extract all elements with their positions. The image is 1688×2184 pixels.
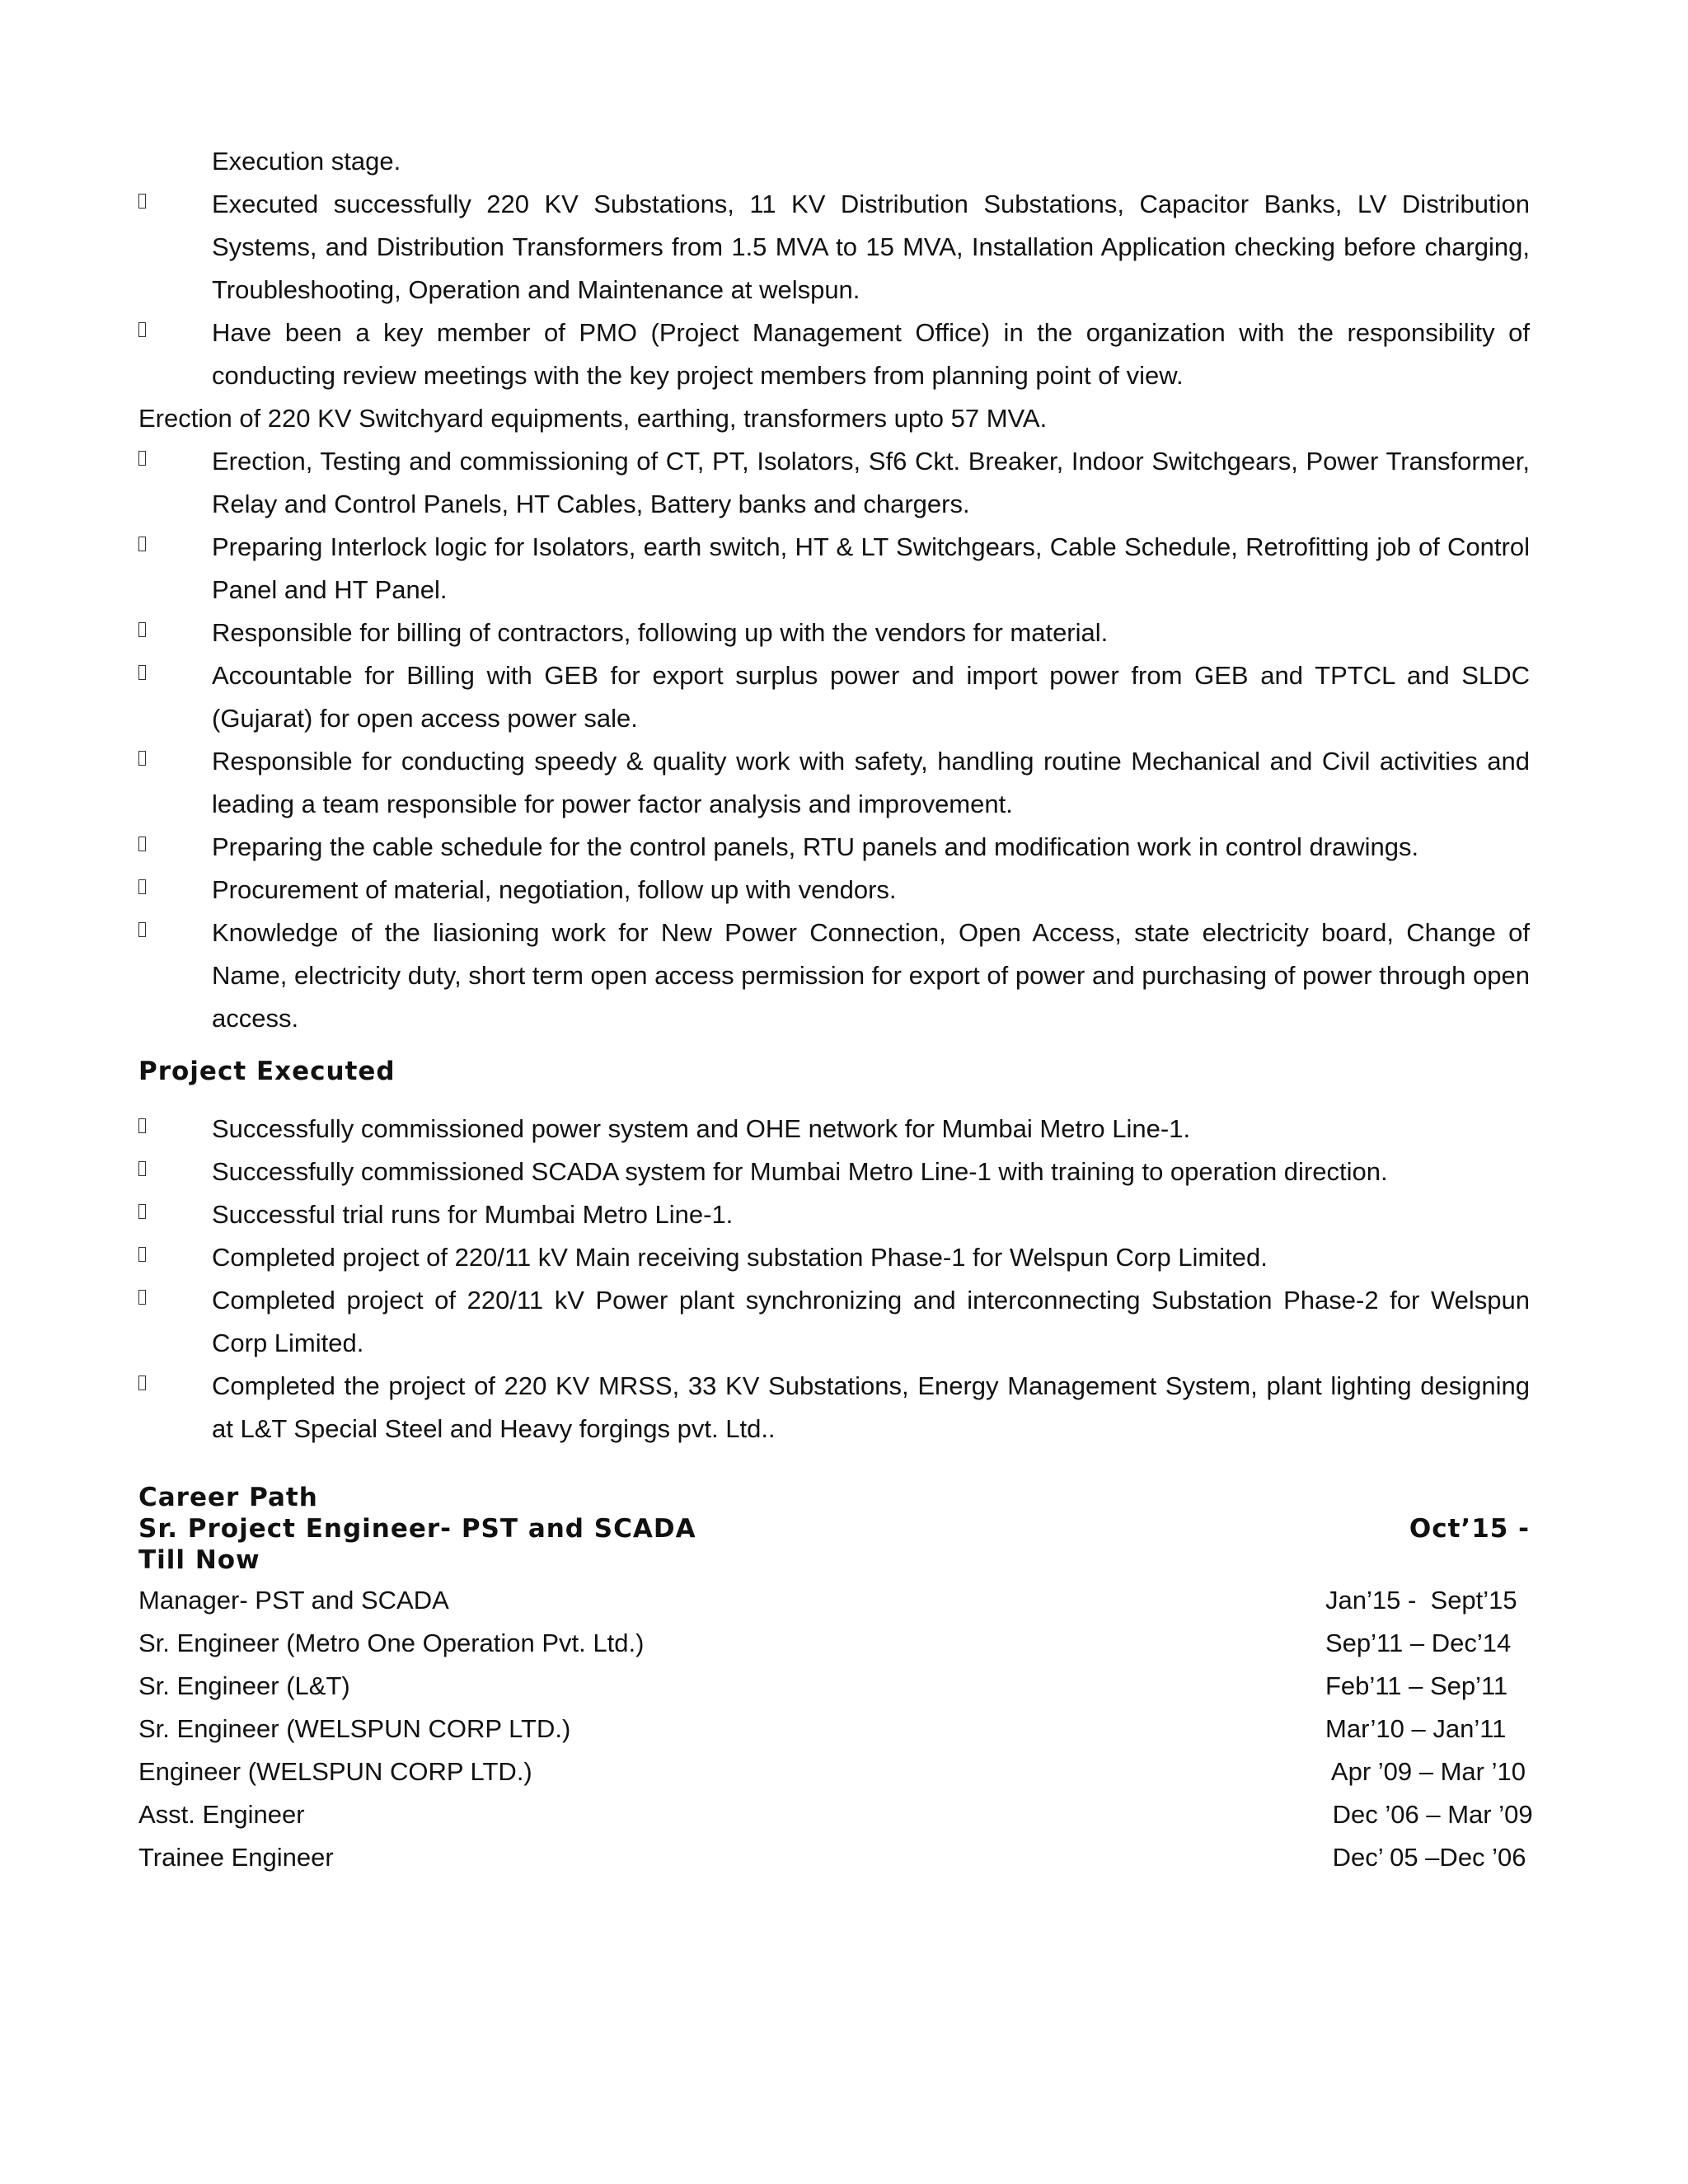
- list-item-text: Completed the project of 220 KV MRSS, 33 KV Substations, Energy Management System, plant lighting designing at L&T Special Steel and Heavy forgings pvt. Ltd..: [212, 1371, 1530, 1443]
- bullet-icon: [138, 837, 146, 851]
- bullet-icon: [138, 194, 146, 209]
- bullet-icon: [138, 665, 146, 680]
- bullet-icon: [138, 1161, 146, 1176]
- list-item: [138, 826, 1530, 869]
- list-item-text: Accountable for Billing with GEB for export surplus power and import power from GEB and TPTCL and SLDC (Gujarat) for open access power sale.: [212, 661, 1530, 733]
- career-path-heading: Career Path: [138, 1483, 318, 1512]
- list-item: [138, 526, 1530, 612]
- list-item: [138, 312, 1530, 397]
- list-item: [138, 1365, 1530, 1451]
- career-role-dates: Feb’11 – Sep’11: [1325, 1671, 1508, 1700]
- career-role-dates: Dec ’06 – Mar ’09: [1325, 1800, 1533, 1829]
- career-role-dates: Apr ’09 – Mar ’10: [1325, 1757, 1526, 1786]
- list-item: [138, 654, 1530, 740]
- list-item-text: Preparing the cable schedule for the control panels, RTU panels and modification work in control drawings.: [212, 832, 1419, 861]
- list-item: [138, 912, 1530, 1040]
- career-role-dates: Sep’11 – Dec’14: [1325, 1629, 1512, 1657]
- career-row: [138, 1579, 1530, 1622]
- list-item: [138, 183, 1530, 312]
- list-item-text: Successfully commissioned SCADA system for Mumbai Metro Line-1 with training to operation direction.: [212, 1157, 1388, 1186]
- career-role-title: Asst. Engineer: [138, 1800, 305, 1829]
- list-item: [138, 1108, 1530, 1151]
- list-item-text: Erection, Testing and commissioning of CT, PT, Isolators, Sf6 Ckt. Breaker, Indoor Switchgears, Power Transformer, Relay and Control Panels, HT Cables, Battery banks and chargers.: [212, 447, 1530, 518]
- career-row: [138, 1750, 1530, 1793]
- list-item: [138, 612, 1530, 654]
- career-row: [138, 1836, 1530, 1879]
- list-item: [138, 869, 1530, 912]
- career-role-title: Sr. Engineer (WELSPUN CORP LTD.): [138, 1714, 571, 1743]
- list-item-text: Completed project of 220/11 kV Power plant synchronizing and interconnecting Substation Phase-2 for Welspun Corp Limited.: [212, 1286, 1530, 1357]
- current-role-row: [138, 1513, 1530, 1544]
- bullet-icon: [138, 1376, 146, 1390]
- career-path-section: [138, 1482, 1533, 1879]
- list-item-text: Knowledge of the liasioning work for New Power Connection, Open Access, state electricity board, Change of Name, electricity duty, short term open access permission for export of power and purchasing of power through open access.: [212, 918, 1530, 1033]
- bullet-icon: [138, 537, 146, 551]
- bullet-icon: [138, 1204, 146, 1219]
- list-item-text: Responsible for conducting speedy & quality work with safety, handling routine Mechanical and Civil activities and leading a team responsible for power factor analysis and improvement.: [212, 747, 1530, 818]
- responsibility-list-a: [138, 183, 1530, 397]
- career-row: [138, 1793, 1533, 1836]
- list-item-text: Successful trial runs for Mumbai Metro Line-1.: [212, 1200, 734, 1229]
- career-row: [138, 1708, 1530, 1750]
- career-role-dates: Mar’10 – Jan’11: [1325, 1714, 1507, 1743]
- career-row: [138, 1622, 1530, 1665]
- list-item-text: Executed successfully 220 KV Substations, 11 KV Distribution Substations, Capacitor Banks, LV Distribution Systems, and Distribution Transformers from 1.5 MVA to 15 MVA, Installation Application checking before charging, Troubleshooting, Operation and Maintenance at welspun.: [212, 190, 1530, 304]
- list-item-text: Have been a key member of PMO (Project Management Office) in the organization with the responsibility of conducting review meetings with the key project members from planning point of view.: [212, 318, 1530, 390]
- bullet-icon: [138, 922, 146, 937]
- bullet-icon: [138, 1290, 146, 1305]
- career-role-title: Sr. Engineer (L&T): [138, 1671, 350, 1700]
- list-item-text: Preparing Interlock logic for Isolators, earth switch, HT & LT Switchgears, Cable Schedule, Retrofitting job of Control Panel and HT Panel.: [212, 532, 1530, 604]
- continuation-line: Execution stage.: [212, 147, 401, 176]
- resume-page: [138, 140, 1533, 1879]
- career-role-title: Sr. Engineer (Metro One Operation Pvt. Ltd.): [138, 1629, 645, 1657]
- bullet-icon: [138, 1247, 146, 1262]
- list-item: [138, 740, 1530, 826]
- career-history-list: [138, 1579, 1533, 1879]
- bullet-icon: [138, 879, 146, 894]
- list-item-text: Responsible for billing of contractors, following up with the vendors for material.: [212, 618, 1109, 647]
- list-item: [138, 1236, 1530, 1279]
- career-role-title: Engineer (WELSPUN CORP LTD.): [138, 1757, 532, 1786]
- career-row: [138, 1665, 1530, 1708]
- responsibility-list-b: [138, 440, 1530, 1040]
- bullet-icon: [138, 1118, 146, 1133]
- bullet-icon: [138, 751, 146, 766]
- current-role-date-start: Oct’15 -: [1409, 1514, 1530, 1544]
- project-list: [138, 1108, 1530, 1451]
- career-role-dates: Dec’ 05 –Dec ’06: [1325, 1843, 1526, 1872]
- bullet-icon: [138, 322, 146, 337]
- project-executed-heading: Project Executed: [138, 1057, 396, 1086]
- bullet-icon: [138, 451, 146, 466]
- list-item: [138, 1279, 1530, 1365]
- career-role-title: Trainee Engineer: [138, 1843, 334, 1872]
- career-role-title: Manager- PST and SCADA: [138, 1586, 449, 1615]
- bullet-icon: [138, 622, 146, 637]
- erection-line: Erection of 220 KV Switchyard equipments, earthing, transformers upto 57 MVA.: [138, 404, 1048, 433]
- current-role-title: Sr. Project Engineer- PST and SCADA: [138, 1514, 696, 1544]
- list-item-text: Completed project of 220/11 kV Main receiving substation Phase-1 for Welspun Corp Limited.: [212, 1243, 1268, 1272]
- list-item: [138, 1151, 1530, 1193]
- list-item: [138, 1193, 1530, 1236]
- career-role-dates: Jan’15 - Sept’15: [1325, 1586, 1517, 1615]
- current-role-date-end: Till Now: [138, 1545, 260, 1575]
- list-item-text: Successfully commissioned power system and OHE network for Mumbai Metro Line-1.: [212, 1114, 1191, 1143]
- list-item: [138, 440, 1530, 526]
- list-item-text: Procurement of material, negotiation, follow up with vendors.: [212, 875, 897, 904]
